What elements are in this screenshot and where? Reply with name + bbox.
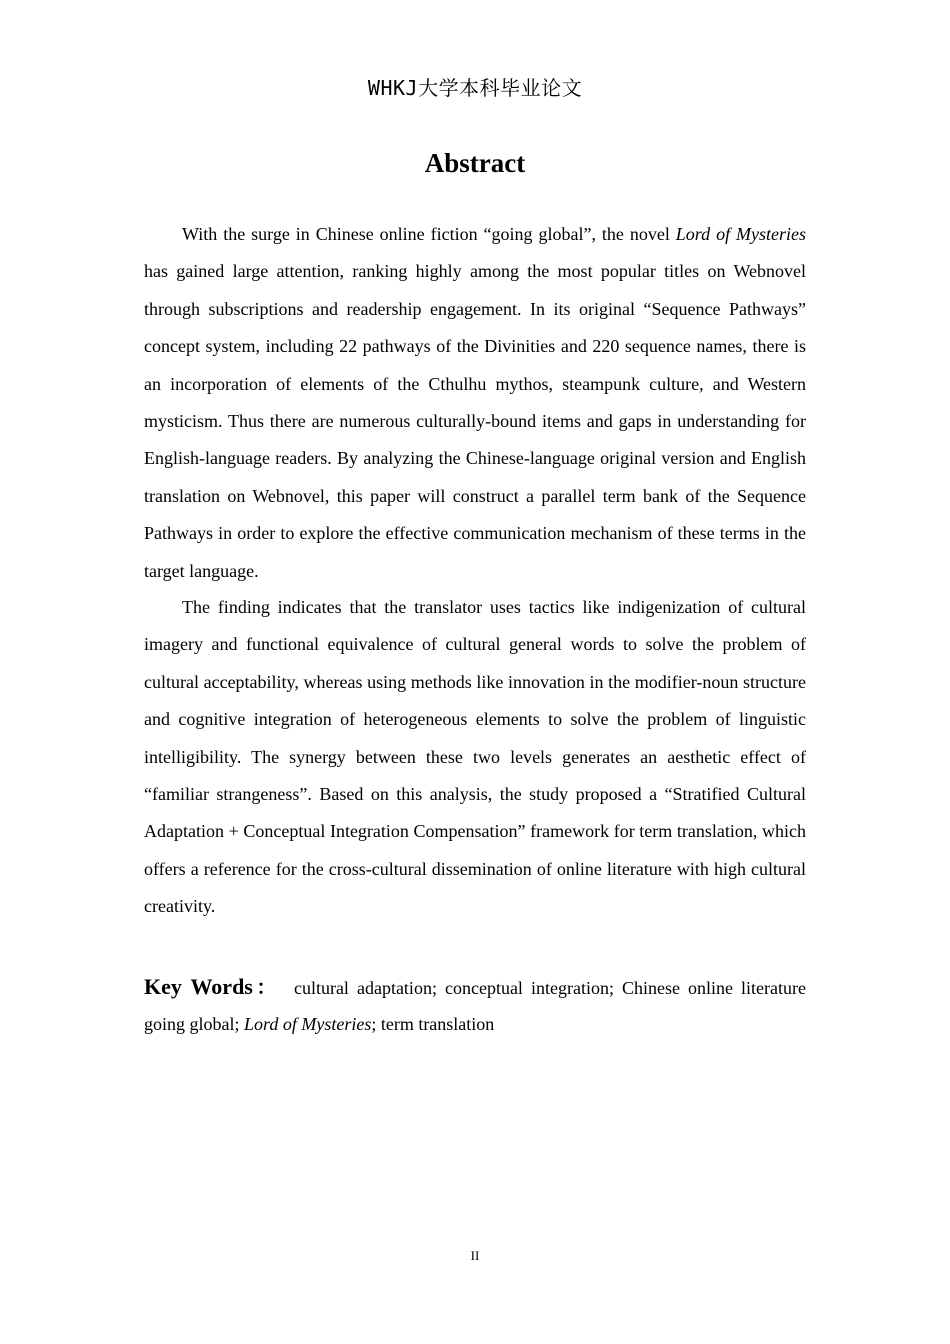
paragraph-1-text-rest: has gained large attention, ranking highly among the most popular titles on Webnovel through subscriptions and readership engagement. In its original “Sequence Pathways” concept system, including 22 pathways of the Divinities and 220 sequence names, there is an incorporation of elements of the Cthulhu mythos, steampunk culture, and Western mysticism. Thus there are numerous culturally-bound items and gaps in understanding for English-language readers. By analyzing the Chinese-language original version and English translation on Webnovel, this paper will construct a parallel term bank of the Sequence Pathways in order to explore the effective communication mechanism of these terms in the target language. <box>144 261 806 581</box>
novel-title-italic: Lord of Mysteries <box>675 224 807 244</box>
abstract-paragraph-1 <box>144 216 806 590</box>
keywords-text-end: ; term translation <box>371 1014 495 1034</box>
paragraph-2-text: The finding indicates that the translator uses tactics like indigenization of cultural imagery and functional equivalence of cultural general words to solve the problem of cultural acceptability, whereas using methods like innovation in the modifier-noun structure and cognitive integration of heterogeneous elements to solve the problem of linguistic intelligibility. The synergy between these two levels generates an aesthetic effect of “familiar strangeness”. Based on this analysis, the study proposed a “Stratified Cultural Adaptation + Conceptual Integration Compensation” framework for term translation, which offers a reference for the cross-cultural dissemination of online literature with high cultural creativity. <box>144 597 806 917</box>
running-header: WHKJ大学本科毕业论文 <box>367 76 583 100</box>
keywords-text-start: cultural adaptation; conceptual integration; Chinese online literature going global; <box>144 978 807 1034</box>
keywords-label: Key Words <box>144 974 253 999</box>
keywords-separator: ： <box>252 977 280 999</box>
keywords-block <box>144 969 806 1042</box>
abstract-paragraph-2 <box>144 589 806 926</box>
keywords-novel-title-italic: Lord of Mysteries <box>244 1014 372 1034</box>
paragraph-1-text-start: With the surge in Chinese online fiction “going global”, the novel <box>182 224 676 244</box>
abstract-title: Abstract <box>424 148 526 178</box>
page-number: II <box>470 1248 480 1263</box>
